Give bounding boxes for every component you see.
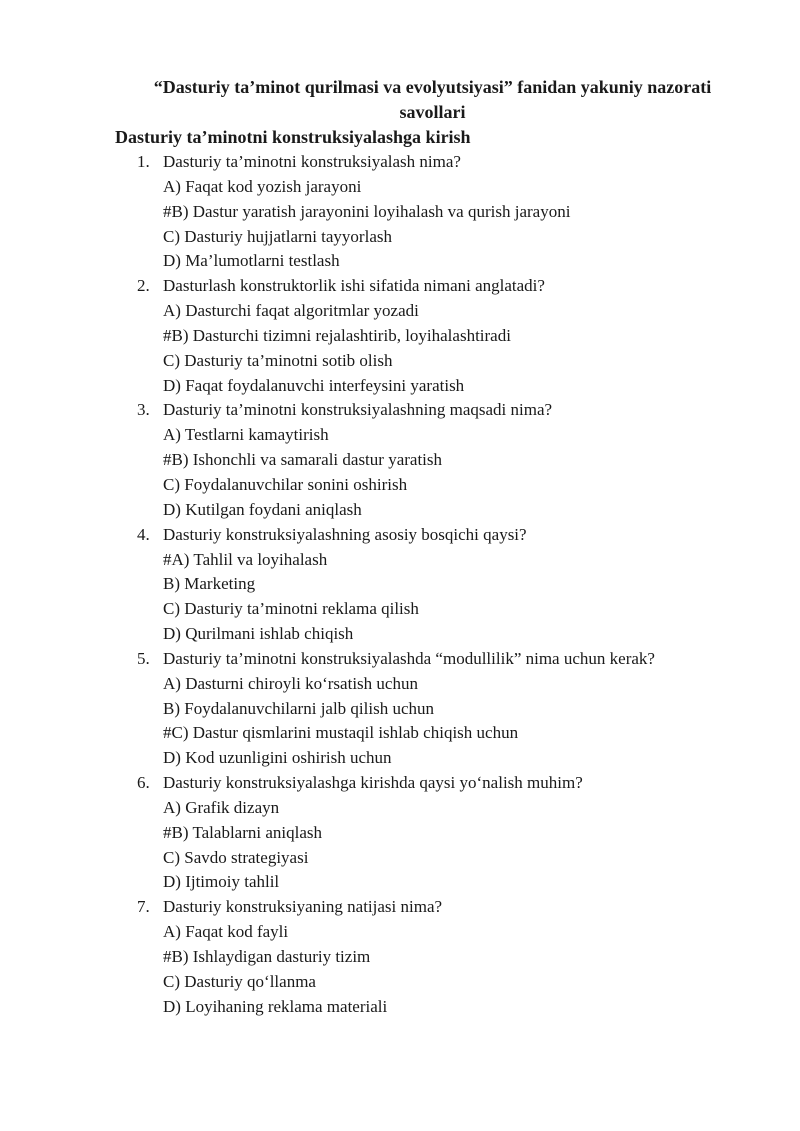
answer-option: A) Faqat kod yozish jarayoni [163,176,362,196]
answer-option: C) Dasturiy qo‘llanma [163,971,316,991]
document-title: “Dasturiy ta’minot qurilmasi va evolyutsiyasi” fanidan yakuniy nazorati savollari [153,77,712,122]
question-number: 1. [137,152,150,171]
option-list [137,920,757,1019]
answer-option: D) Kod uzunligini oshirish uchun [163,748,392,768]
answer-option: D) Loyihaning reklama materiali [163,996,388,1016]
answer-option: A) Faqat kod fayli [163,922,289,942]
answer-option: C) Dasturiy hujjatlarni tayyorlash [163,226,392,246]
question-item [137,398,757,522]
question-number: 6. [137,773,150,793]
answer-option: #B) Ishonchli va samarali dastur yaratish [163,450,443,470]
question-item [137,771,757,895]
answer-option: C) Dasturiy ta’minotni sotib olish [163,350,393,370]
question-item [137,274,757,398]
question-line [137,647,757,672]
question-item [137,895,757,1019]
answer-option: #B) Talablarni aniqlash [163,822,323,842]
question-line [137,274,757,299]
answer-option: D) Ma’lumotlarni testlash [163,251,340,271]
question-text: Dasturiy ta’minotni konstruksiyalashda “modullilik” nima uchun kerak? [163,648,655,668]
answer-option: A) Dasturchi faqat algoritmlar yozadi [163,301,419,321]
question-line [137,150,757,175]
answer-option: #A) Tahlil va loyihalash [163,549,328,569]
question-item [137,523,757,647]
answer-option: #B) Ishlaydigan dasturiy tizim [163,947,371,966]
answer-option: A) Dasturni chiroyli ko‘rsatish uchun [163,673,418,693]
question-text: Dasturlash konstruktorlik ishi sifatida nimani anglatadi? [163,276,545,296]
question-line [137,895,757,920]
answer-option: D) Kutilgan foydani aniqlash [163,499,362,519]
answer-option: C) Savdo strategiyasi [163,847,309,867]
option-list [137,548,757,647]
question-line [137,771,757,796]
answer-option: #B) Dastur yaratish jarayonini loyihalash va qurish jarayoni [163,201,571,221]
option-list [137,175,757,274]
question-list [137,150,757,1020]
answer-option: D) Qurilmani ishlab chiqish [163,624,354,644]
question-line [137,523,757,548]
answer-option: A) Grafik dizayn [163,797,280,817]
answer-option: D) Faqat foydalanuvchi interfeysini yaratish [163,375,465,395]
question-text: Dasturiy konstruksiyalashning asosiy bosqichi qaysi? [163,524,527,544]
question-line [137,398,757,423]
question-text: Dasturiy ta’minotni konstruksiyalashning maqsadi nima? [163,400,553,420]
question-number: 5. [137,648,150,668]
section-heading: Dasturiy ta’minotni konstruksiyalashga kirish [115,127,471,147]
question-number: 3. [137,400,150,420]
question-item [137,150,757,274]
option-list [137,796,757,895]
option-list [137,423,757,522]
question-text: Dasturiy konstruksiyalashga kirishda qaysi yo‘nalish muhim? [163,773,583,793]
question-item [137,647,757,771]
question-text: Dasturiy ta’minotni konstruksiyalash nima? [163,152,461,171]
answer-option: #C) Dastur qismlarini mustaqil ishlab chiqish uchun [163,723,519,743]
question-number: 4. [137,524,150,544]
answer-option: C) Dasturiy ta’minotni reklama qilish [163,599,419,619]
answer-option: B) Marketing [163,574,256,594]
answer-option: #B) Dasturchi tizimni rejalashtirib, loyihalashtiradi [163,325,511,345]
question-number: 7. [137,897,150,917]
answer-option: A) Testlarni kamaytirish [163,425,329,445]
answer-option: C) Foydalanuvchilar sonini oshirish [163,474,408,494]
question-number: 2. [137,276,150,296]
question-text: Dasturiy konstruksiyaning natijasi nima? [163,897,443,917]
answer-option: D) Ijtimoiy tahlil [163,872,280,892]
answer-option: B) Foydalanuvchilarni jalb qilish uchun [163,698,435,718]
option-list [137,299,757,398]
option-list [137,672,757,771]
